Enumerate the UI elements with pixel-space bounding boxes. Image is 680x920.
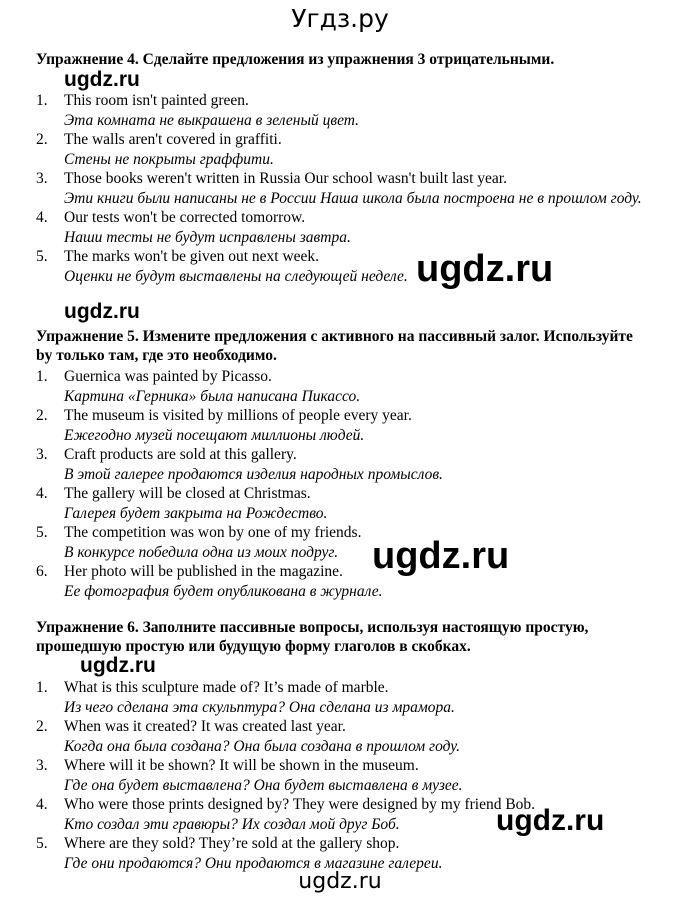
- russian-translation: Стены не покрыты граффити.: [64, 150, 274, 168]
- item-number: 5.: [36, 835, 48, 852]
- english-sentence: Our tests won't be corrected tomorrow.: [64, 209, 306, 226]
- russian-translation: В конкурсе победила одна из моих подруг.: [64, 543, 339, 561]
- list-item: [36, 91, 646, 130]
- item-number: 3.: [36, 446, 48, 463]
- exercise-5-heading: Упражнение 5. Измените предложения с активного на пассивный залог. Используйте by только там, где это необходимо.: [36, 328, 633, 364]
- english-sentence: Who were those prints designed by? They were designed by my friend Bob.: [64, 796, 536, 813]
- item-number: 5.: [36, 524, 48, 541]
- english-sentence: The gallery will be closed at Christmas.: [64, 485, 311, 502]
- russian-translation: Ежегодно музей посещают миллионы людей.: [64, 426, 365, 444]
- item-number: 2.: [36, 131, 48, 148]
- russian-translation: Ее фотография будет опубликована в журнале.: [64, 582, 383, 600]
- english-sentence: Those books weren't written in Russia Our school wasn't built last year.: [64, 170, 507, 187]
- list-item: [36, 562, 646, 601]
- english-sentence: This room isn't painted green.: [64, 92, 249, 109]
- item-number: 1.: [36, 92, 48, 109]
- russian-translation: Где она будет выставлена? Она будет выставлена в музее.: [64, 776, 463, 794]
- list-item: [36, 445, 646, 484]
- watermark: ugdz.ru: [416, 248, 554, 290]
- russian-translation: Кто создал эти гравюры? Их создал мой друг Боб.: [64, 815, 400, 833]
- item-number: 2.: [36, 718, 48, 735]
- exercise-6-heading: Упражнение 6. Заполните пассивные вопросы, используя настоящую простую, прошедшую простую или будущую форму глаголов в скобках.: [36, 619, 589, 655]
- list-item: [36, 523, 646, 562]
- list-item: [36, 130, 646, 169]
- russian-translation: В этой галерее продаются изделия народных промыслов.: [64, 465, 443, 483]
- watermark: ugdz.ru: [80, 654, 156, 677]
- russian-translation: Галерея будет закрыта на Рождество.: [64, 504, 328, 522]
- list-item: [36, 484, 646, 523]
- english-sentence: Where will it be shown? It will be shown in the museum.: [64, 757, 419, 774]
- item-number: 1.: [36, 368, 48, 385]
- english-sentence: What is this sculpture made of? It’s made of marble.: [64, 679, 389, 696]
- watermark: ugdz.ru: [372, 535, 510, 577]
- english-sentence: The competition was won by one of my friends.: [64, 524, 362, 541]
- exercise-4-heading: Упражнение 4. Сделайте предложения из упражнения 3 отрицательными.: [36, 51, 555, 68]
- russian-translation: Когда она была создана? Она была создана в прошлом году.: [64, 737, 461, 755]
- item-number: 3.: [36, 170, 48, 187]
- english-sentence: When was it created? It was created last year.: [64, 718, 346, 735]
- item-number: 4.: [36, 485, 48, 502]
- item-number: 2.: [36, 407, 48, 424]
- list-item: [36, 169, 646, 208]
- russian-translation: Наши тесты не будут исправлены завтра.: [64, 228, 351, 246]
- list-item: [36, 247, 646, 286]
- item-number: 4.: [36, 796, 48, 813]
- list-item: [36, 208, 646, 247]
- site-title: Угдз.ру: [291, 4, 389, 33]
- item-number: 6.: [36, 563, 48, 580]
- item-number: 5.: [36, 248, 48, 265]
- russian-translation: Эта комната не выкрашена в зеленый цвет.: [64, 111, 360, 129]
- list-item: [36, 367, 646, 406]
- item-number: 1.: [36, 679, 48, 696]
- english-sentence: The marks won't be given out next week.: [64, 248, 320, 265]
- exercise-5-list: [36, 367, 646, 601]
- russian-translation: Картина «Герника» была написана Пикассо.: [64, 387, 361, 405]
- english-sentence: The walls aren't covered in graffiti.: [64, 131, 282, 148]
- english-sentence: Where are they sold? They’re sold at the gallery shop.: [64, 835, 400, 852]
- watermark: ugdz.ru: [64, 68, 140, 91]
- list-item: [36, 717, 646, 756]
- russian-translation: Где они продаются? Они продаются в магазине галереи.: [64, 854, 443, 872]
- item-number: 4.: [36, 209, 48, 226]
- english-sentence: Her photo will be published in the magazine.: [64, 563, 343, 580]
- list-item: [36, 756, 646, 795]
- exercise-5: [36, 327, 646, 601]
- russian-translation: Из чего сделана эта скульптура? Она сделана из мрамора.: [64, 698, 455, 716]
- english-sentence: The museum is visited by millions of people every year.: [64, 407, 412, 424]
- exercise-6-list: [36, 678, 646, 873]
- russian-translation: Эти книги были написаны не в России Наша школа была построена не в прошлом году.: [64, 189, 642, 207]
- watermark: ugdz.ru: [496, 804, 605, 837]
- item-number: 3.: [36, 757, 48, 774]
- footer-watermark: ugdz.ru: [298, 869, 382, 894]
- exercise-4-list: [36, 91, 646, 286]
- list-item: [36, 406, 646, 445]
- list-item: [36, 678, 646, 717]
- russian-translation: Оценки не будут выставлены на следующей неделе.: [64, 267, 408, 285]
- watermark: ugdz.ru: [64, 300, 140, 323]
- english-sentence: Craft products are sold at this gallery.: [64, 446, 297, 463]
- english-sentence: Guernica was painted by Picasso.: [64, 368, 272, 385]
